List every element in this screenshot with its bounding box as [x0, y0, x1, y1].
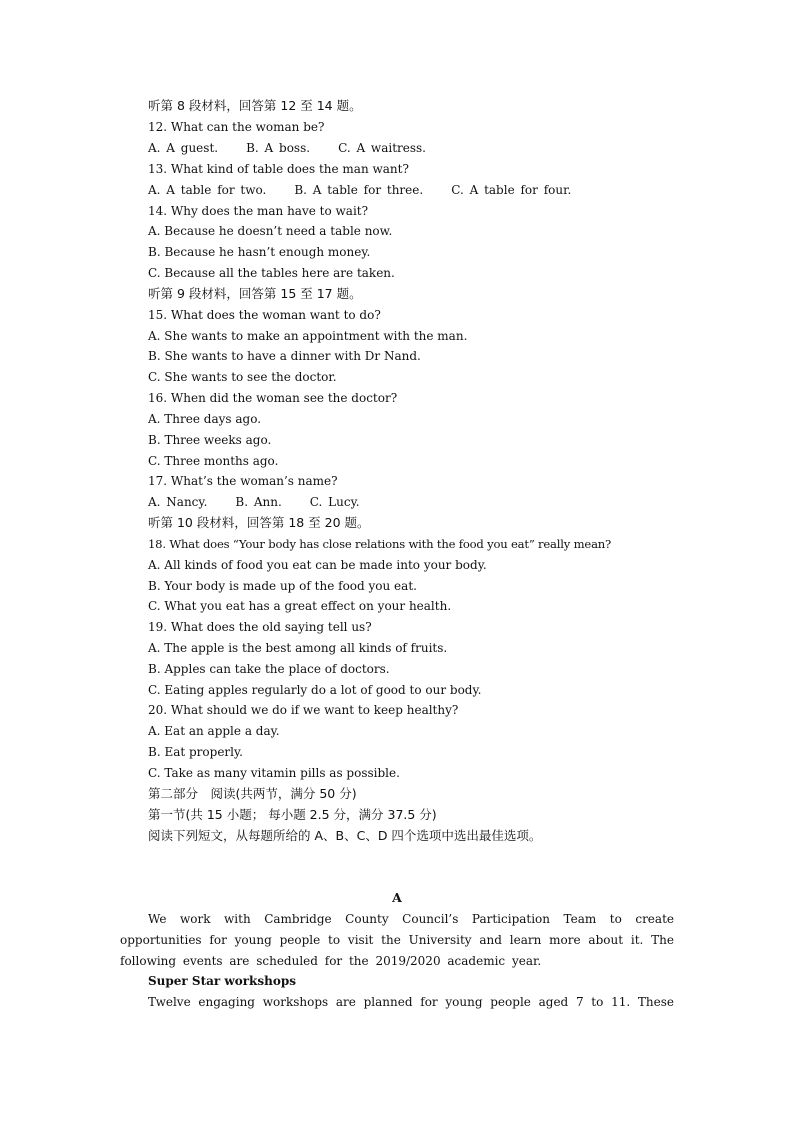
question-15-option-a: A. She wants to make an appointment with the man. — [148, 329, 468, 343]
option-c: C. Lucy. — [309, 495, 360, 509]
question-16-option-b: B. Three weeks ago. — [148, 433, 272, 447]
passage-label: A — [392, 890, 402, 905]
question-14-option-a: A. Because he doesn’t need a table now. — [148, 224, 393, 238]
question-13-stem: 13. What kind of table does the man want? — [148, 162, 409, 176]
question-14-option-c: C. Because all the tables here are taken. — [148, 266, 395, 280]
question-20-option-c: C. Take as many vitamin pills as possible. — [148, 766, 400, 780]
question-12-options — [148, 138, 678, 158]
question-15-stem: 15. What does the woman want to do? — [148, 308, 381, 322]
section-9-header: 听第 9 段材料，回答第 15 至 17 题。 — [148, 286, 362, 301]
passage-paragraph-2 — [120, 992, 674, 1013]
option-c: C. A table for four. — [451, 183, 572, 197]
question-18-option-c: C. What you eat has a great effect on your health. — [148, 599, 452, 613]
question-14-stem: 14. Why does the man have to wait? — [148, 204, 369, 218]
passage-subheading: Super Star workshops — [148, 974, 297, 988]
option-b: B. Ann. — [235, 495, 282, 509]
question-20-stem: 20. What should we do if we want to keep healthy? — [148, 703, 459, 717]
section-10-header: 听第 10 段材料，回答第 18 至 20 题。 — [148, 515, 370, 530]
question-15-option-c: C. She wants to see the doctor. — [148, 370, 337, 384]
option-b: B. A boss. — [246, 141, 311, 155]
question-19-option-c: C. Eating apples regularly do a lot of good to our body. — [148, 683, 482, 697]
question-20-option-a: A. Eat an apple a day. — [148, 724, 280, 738]
question-16-stem: 16. When did the woman see the doctor? — [148, 391, 398, 405]
paragraph-line: Twelve engaging workshops are planned for young people aged 7 to 11. These — [148, 995, 674, 1009]
part-2-title: 第二部分 阅读(共两节，满分 50 分) — [148, 786, 357, 801]
question-12-stem: 12. What can the woman be? — [148, 120, 325, 134]
question-16-option-c: C. Three months ago. — [148, 454, 279, 468]
paragraph-line: following events are scheduled for the 2019/2020 academic year. — [120, 953, 542, 968]
question-14-option-b: B. Because he hasn’t enough money. — [148, 245, 371, 259]
question-18-option-b: B. Your body is made up of the food you eat. — [148, 579, 417, 593]
paragraph-line: We work with Cambridge County Council’s Participation Team to create — [148, 912, 674, 926]
question-19-option-b: B. Apples can take the place of doctors. — [148, 662, 390, 676]
option-a: A. Nancy. — [148, 495, 208, 509]
paragraph-line: opportunities for young people to visit the University and learn more about it. The — [120, 932, 674, 947]
question-18-option-a: A. All kinds of food you eat can be made into your body. — [148, 558, 487, 572]
option-c: C. A waitress. — [338, 141, 426, 155]
option-b: B. A table for three. — [294, 183, 424, 197]
question-16-option-a: A. Three days ago. — [148, 412, 262, 426]
question-15-option-b: B. She wants to have a dinner with Dr Nand. — [148, 349, 421, 363]
part-2-section-1: 第一节(共 15 小题； 每小题 2.5 分，满分 37.5 分) — [148, 807, 437, 822]
question-17-options — [148, 492, 678, 512]
passage-paragraph-1 — [120, 909, 674, 971]
question-20-option-b: B. Eat properly. — [148, 745, 243, 759]
option-a: A. A table for two. — [148, 183, 267, 197]
option-a: A. A guest. — [148, 141, 219, 155]
section-8-header: 听第 8 段材料，回答第 12 至 14 题。 — [148, 98, 362, 113]
question-19-option-a: A. The apple is the best among all kinds of fruits. — [148, 641, 448, 655]
question-19-stem: 19. What does the old saying tell us? — [148, 620, 372, 634]
question-13-options — [148, 180, 678, 200]
part-2-instruction: 阅读下列短文，从每题所给的 A、B、C、D 四个选项中选出最佳选项。 — [148, 828, 542, 843]
question-17-stem: 17. What’s the woman’s name? — [148, 474, 338, 488]
question-18-stem: 18. What does “Your body has close relations with the food you eat” really mean? — [148, 537, 612, 551]
